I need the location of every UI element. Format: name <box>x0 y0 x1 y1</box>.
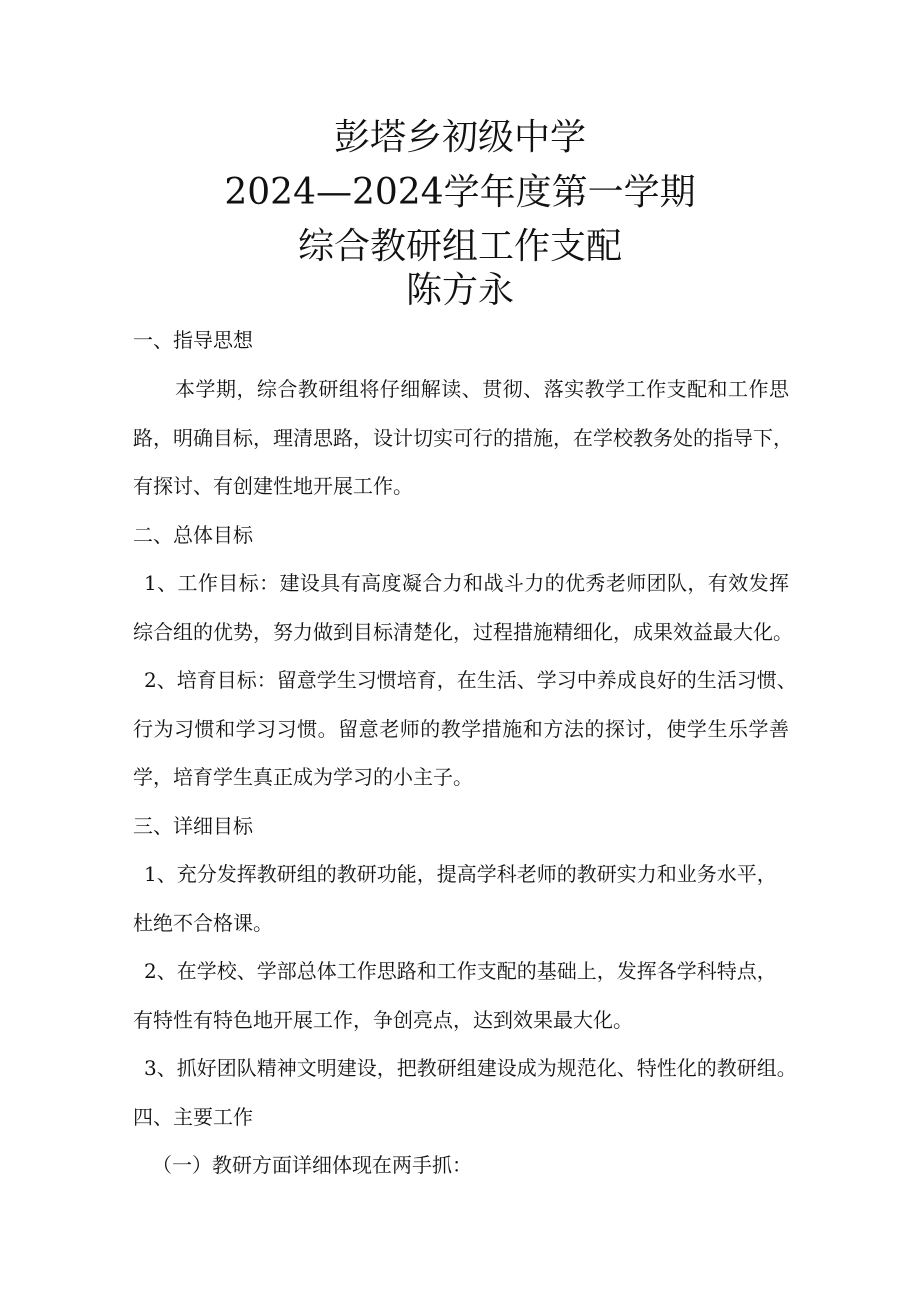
title-school: 彭塔乡初级中学 <box>333 117 586 158</box>
title-plan: 综合教研组工作支配 <box>297 226 622 267</box>
section-heading-detail: 三、详细目标 <box>133 814 253 838</box>
paragraph-line: 有探讨、有创建性地开展工作。 <box>133 474 413 498</box>
paragraph-line: 有特性有特色地开展工作，争创亮点，达到效果最大化。 <box>133 1008 633 1032</box>
title-term: 2024—2024学年度第一学期 <box>224 172 696 213</box>
paragraph-line: 1、工作目标：建设具有高度凝合力和战斗力的优秀老师团队，有效发挥 <box>144 571 789 595</box>
paragraph-line: 2、在学校、学部总体工作思路和工作支配的基础上，发挥各学科特点， <box>144 959 777 983</box>
section-heading-guiding: 一、指导思想 <box>133 328 253 352</box>
paragraph-line: 杜绝不合格课。 <box>133 911 273 935</box>
paragraph-line: 本学期，综合教研组将仔细解读、贯彻、落实教学工作支配和工作思 <box>175 377 789 401</box>
section-heading-overall: 二、总体目标 <box>133 523 253 547</box>
subsection-heading: （一）教研方面详细体现在两手抓： <box>152 1153 472 1177</box>
paragraph-line: 学，培育学生真正成为学习的小主子。 <box>133 765 473 789</box>
title-author: 陈方永 <box>405 270 514 311</box>
paragraph-line: 1、充分发挥教研组的教研功能，提高学科老师的教研实力和业务水平， <box>144 862 777 886</box>
paragraph-line: 行为习惯和学习习惯。留意老师的教学措施和方法的探讨，使学生乐学善 <box>133 717 789 741</box>
paragraph-line: 综合组的优势，努力做到目标清楚化，过程措施精细化，成果效益最大化。 <box>133 620 793 644</box>
paragraph-line: 路，明确目标，理清思路，设计切实可行的措施，在学校教务处的指导下， <box>133 426 793 450</box>
paragraph-line: 2、培育目标：留意学生习惯培育，在生活、学习中养成良好的生活习惯、 <box>144 668 797 692</box>
section-heading-main: 四、主要工作 <box>133 1105 253 1129</box>
paragraph-line: 3、抓好团队精神文明建设，把教研组建设成为规范化、特性化的教研组。 <box>144 1056 797 1080</box>
